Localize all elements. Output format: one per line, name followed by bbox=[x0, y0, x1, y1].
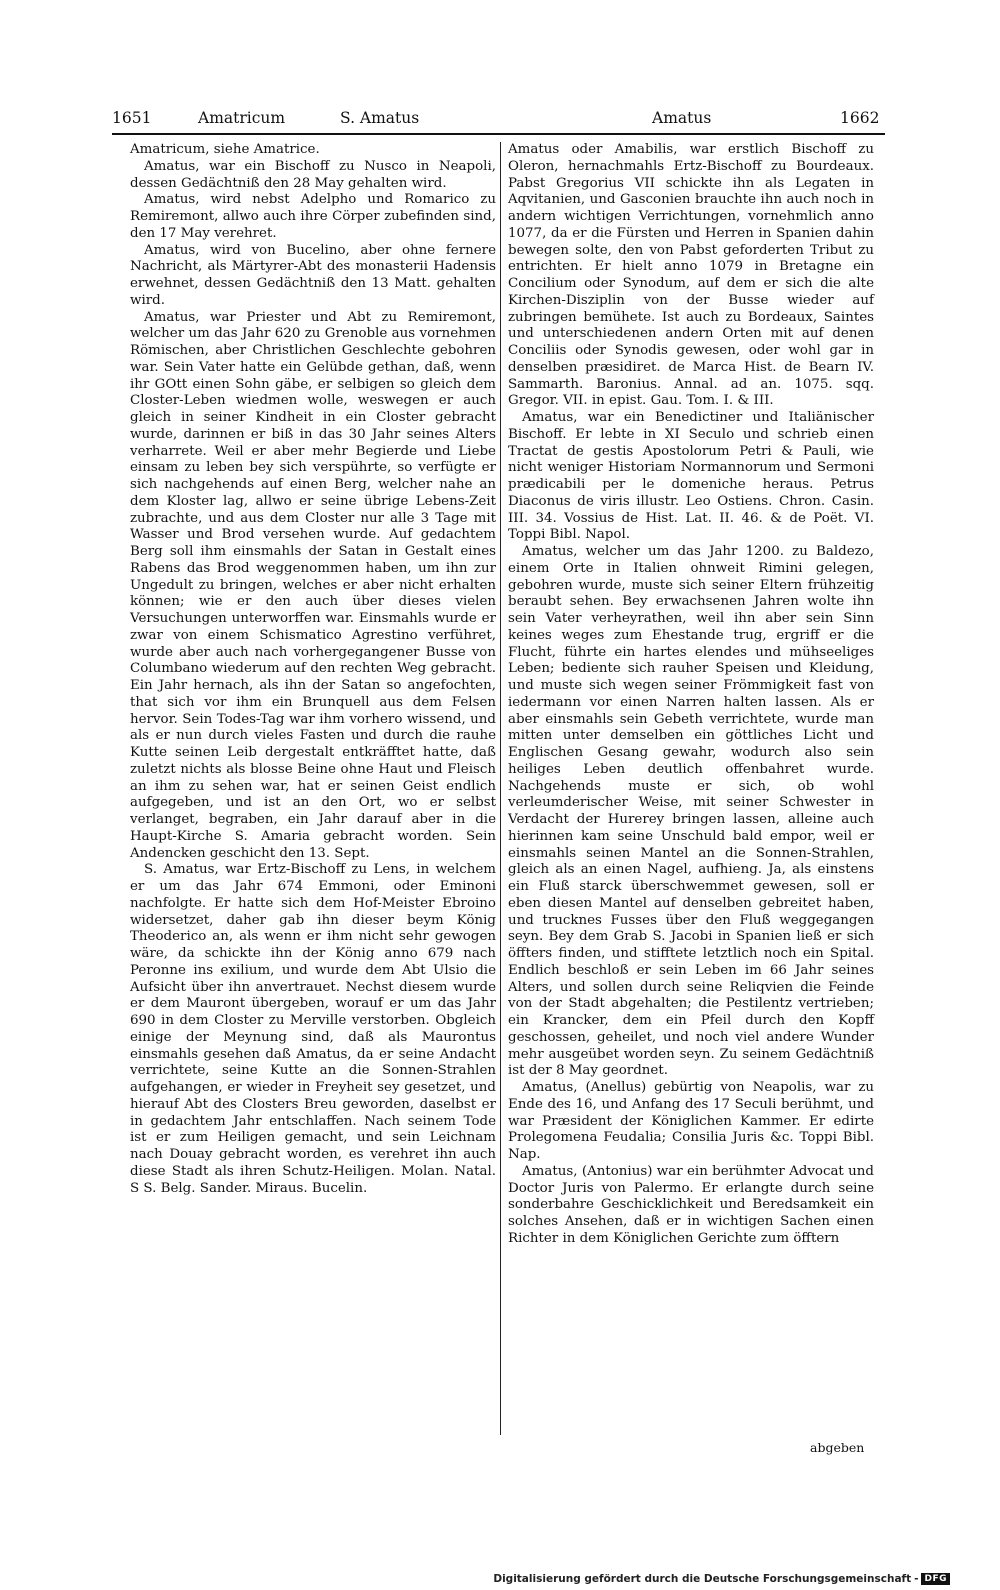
dfg-logo-icon: DFG bbox=[921, 1573, 950, 1585]
entry-amatus-hadensis: Amatus, wird von Bucelino, aber ohne fernere Nachricht, als Märtyrer-Abt des monasterii Hadensis erwehnet, dessen Gedächtniß den 13 Matt. gehalten wird. bbox=[130, 242, 496, 308]
column-divider bbox=[500, 142, 501, 1435]
entry-amatus-anellus: Amatus, (Anellus) gebürtig von Neapolis, war zu Ende des 16, und Anfang des 17 Seculi berühmt, und war Præsident der Königlichen Kammer. Er edirte Prolegomena Feudalia; Consilia Juris &c. Toppi Bibl. Nap. bbox=[508, 1080, 874, 1162]
page-number-right: 1662 bbox=[840, 109, 880, 127]
right-column bbox=[508, 142, 874, 1248]
entry-amatus-remiremont: Amatus, wird nebst Adelpho und Romarico zu Remiremont, allwo auch ihre Cörper zubefinden sind, den 17 May verehret. bbox=[130, 192, 496, 241]
funding-footer: Digitalisierung gefördert durch die Deutsche Forschungsgemeinschaft - DFG bbox=[493, 1572, 950, 1586]
header-word-left-2: S. Amatus bbox=[340, 109, 420, 127]
entry-amatus-amabilis: Amatus oder Amabilis, war erstlich Bischoff zu Oleron, hernachmahls Ertz-Bischoff zu Bourdeaux. Pabst Gregorius VII schickte ihn als Legaten in Aqvitanien, und Gasconien brauchte ihn auch noch in andern wichtigen Verrichtungen, vornehmlich anno 1077, da er die Fürsten und Herren in Spanien dahin bewegen solte, den von Pabst geforderten Tribut zu entrichten. Er hielt anno 1079 in Bretagne ein Concilium oder Synodum, auf dem er sich die alte Kirchen-Disziplin von der Busse wieder auf zubringen bemühete. Ist auch zu Bordeaux, Saintes und unterschiedenen andern Orten mit auf denen Conciliis oder Synodis gewesen, oder wohl gar in denselben præsidiret. de Marca Hist. de Bearn IV. Sammarth. Baronius. Annal. ad an. 1075. sqq. Gregor. VII. in epist. Gau. Tom. I. & III. bbox=[508, 142, 874, 409]
entry-amatus-baldezo: Amatus, welcher um das Jahr 1200. zu Baldezo, einem Orte in Italien ohnweit Rimini gelegen, gebohren wurde, muste sich seiner Eltern frühzeitig beraubt sehen. Bey erwachsenen Jahren wolte ihn sein Vater verheyrathen, weil ihn aber sein Sinn keines weges zum Ehestande trug, ergriff er die Flucht, führte ein hartes elendes und mühseeliges Leben; bediente sich rauher Speisen und Kleidung, und muste sich wegen seiner Frömmigkeit fast von iedermann vor einen Narren halten lassen. Als er aber einsmahls sein Gebeth verrichtete, wurde man mitten unter demselben ein göttliches Licht und Englischen Gesang gewahr, wodurch also sein heiliges Leben deutlich offenbahret wurde. Nachgehends muste er sich, ob wohl verleumderischer Weise, mit seiner Schwester in Verdacht der Hurerey bringen lassen, alleine auch hierinnen kam seine Unschuld bald empor, weil er einsmahls seinen Mantel an die Sonnen-Strahlen, gleich als an einen Nagel, aufhieng. Ja, als einstens ein Fluß starck überschwemmet gewesen, soll er eben diesen Mantel auf denselben gebreitet haben, und trucknes Fusses über den Fluß weggegangen seyn. Bey dem Grab S. Jacobi in Spanien ließ er sich öffters finden, und stifftete letztlich noch ein Spital. Endlich beschloß er sein Leben im 66 Jahr seines Alters, und sollen durch seine Reliqvien die Feinde von der Stadt abgehalten; die Pestilentz vertrieben; ein Krancker, dem ein Pfeil durch den Kopff geschossen, geheilet, und noch viel andere Wunder mehr ausgeübet worden seyn. Zu seinem Gedächtniß ist der 8 May geordnet. bbox=[508, 544, 874, 1079]
page-number-left: 1651 bbox=[112, 109, 152, 127]
running-header bbox=[112, 103, 885, 133]
header-word-left-1: Amatricum bbox=[198, 109, 286, 127]
entry-amatricum: Amatricum, siehe Amatrice. bbox=[130, 142, 320, 157]
entry-s-amatus-lens: S. Amatus, war Ertz-Bischoff zu Lens, in welchem er um das Jahr 674 Emmoni, oder Eminoni nachfolgte. Er hatte sich dem Hof-Meister Ebroino widersetzet, daher gab ihn dieser beym König Theoderico an, als wenn er ihm nicht sehr gewogen wäre, da schickte ihn der König anno 679 nach Peronne ins exilium, und wurde dem Abt Ulsio die Aufsicht über ihn anvertrauet. Nechst diesem wurde er dem Mauront übergeben, worauf er um das Jahr 690 in dem Closter zu Merville verstorben. Obgleich einige der Meynung sind, daß als Maurontus einsmahls gesehen daß Amatus, da er seine Andacht verrichtete, seine Kutte an die Sonnen-Strahlen aufgehangen, er wieder in Freyheit sey gesetzet, und hierauf Abt des Closters Breu geworden, daselbst er in gedachtem Jahr entschlaffen. Nach seinem Tode ist er zum Heiligen gemacht, und sein Leichnam nach Douay gebracht worden, es verehret ihn auch diese Stadt als ihren Schutz-Heiligen. Molan. Natal. S S. Belg. Sander. Miraus. Bucelin. bbox=[130, 862, 496, 1196]
entry-amatus-antonius: Amatus, (Antonius) war ein berühmter Advocat und Doctor Juris von Palermo. Er erlangte durch seine sonderbahre Geschicklichkeit und Beredsamkeit ein solches Ansehen, daß er in wichtigen Sachen einen Richter in dem Königlichen Gerichte zum öfftern bbox=[508, 1163, 874, 1246]
entry-amatus-benedictine: Amatus, war ein Benedictiner und Italiänischer Bischoff. Er lebte in XI Seculo und schrieb einen Tractat de gestis Apostolorum Petri & Pauli, wie nicht weniger Historiam Normannorum und Sermoni prædicabili per le domeniche heraus. Petrus Diaconus de viris illustr. Leo Ostiens. Chron. Casin. III. 34. Vossius de Hist. Lat. II. 46. & de Poët. VI. Toppi Bibl. Napol. bbox=[508, 410, 874, 543]
header-word-right: Amatus bbox=[652, 109, 712, 127]
entry-amatus-nusco: Amatus, war ein Bischoff zu Nusco in Neapoli, dessen Gedächtniß den 28 May gehalten wird. bbox=[130, 158, 496, 191]
left-column bbox=[130, 142, 496, 1197]
header-rule bbox=[112, 133, 885, 135]
entry-amatus-priest-abbot: Amatus, war Priester und Abt zu Remiremont, welcher um das Jahr 620 zu Grenoble aus vornehmen Römischen, aber Christlichen Geschlechte gebohren war. Sein Vater hatte ein Gelübde gethan, daß, wenn ihr GOtt einen Sohn gäbe, er selbigen so gleich dem Closter-Leben wiedmen wolle, weswegen er auch gleich in seiner Kindheit in ein Closter gebracht wurde, darinnen er biß in das 30 Jahr seines Alters verharrete. Weil er aber mehr Begierde und Liebe einsam zu leben bey sich verspührte, so verfügte er sich nachgehends auf einen Berg, welcher nahe an dem Kloster lag, allwo er seine übrige Lebens-Zeit zubrachte, und aus dem Closter nur alle 3 Tage mit Wasser und Brod versehen wurde. Auf gedachtem Berg soll ihm einsmahls der Satan in Gestalt eines Rabens das Brod weggenommen haben, um ihn zur Ungedult zu bringen, welches er aber nicht erhalten können; wie er den auch über dieses vielen Versuchungen unterworffen war. Einsmahls wurde er zwar von einem Schismatico Agrestino verführet, wurde aber auch nach vorhergegangener Busse von Columbano wiederum auf den rechten Weg gebracht. Ein Jahr hernach, als ihn der Satan so angefochten, that sich vor ihm ein Brunquell aus dem Felsen hervor. Sein Todes-Tag war ihm vorhero wissend, und als er nun durch vieles Fasten und durch die rauhe Kutte seinen Leib dergestalt entkräfftet hatte, daß zuletzt nichts als blosse Beine ohne Haut und Fleisch an ihm zu sehen war, hat er seinen Geist endlich aufgegeben, und ist an den Ort, wo er selbst verlanget, begraben, ein Jahr darauf aber in die Haupt-Kirche S. Amaria gebracht worden. Sein Andencken geschicht den 13. Sept. bbox=[130, 309, 496, 861]
footer-text: Digitalisierung gefördert durch die Deutsche Forschungsgemeinschaft bbox=[493, 1573, 912, 1585]
catchword: abgeben bbox=[810, 1440, 865, 1455]
